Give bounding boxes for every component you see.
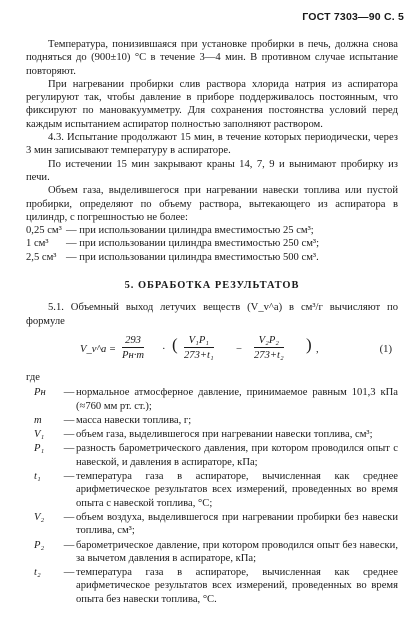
- definition-item: Pн — нормальное атмосферное давление, принимаемое равным 101,3 кПа (≈760 мм рт. ст.);: [26, 386, 398, 413]
- fraction-numerator: V₁P₁: [184, 335, 214, 348]
- volume-line: [26, 237, 398, 250]
- formula-open-paren: (: [172, 334, 178, 354]
- volume-value: 2,5 см³: [26, 251, 57, 263]
- definitions-list: [26, 386, 398, 606]
- volume-list: [26, 224, 398, 264]
- formula-lhs: V_v^a =: [80, 343, 117, 355]
- paragraph-4-3: 4.3. Испытание продолжают 15 мин, в течение которых периодически, через 3 мин записывают температуру в аспираторе.: [26, 132, 398, 157]
- formula-minus: −: [236, 343, 242, 355]
- formula-1: [26, 331, 398, 369]
- formula-fraction-2: [184, 335, 214, 362]
- definition-item: V₁ — объем газа, выделившегося при нагревании навески топлива, см³;: [26, 428, 398, 441]
- definition-item: t₁ — температура газа в аспираторе, вычисленная как среднее арифметическое результатов всех измерений, проведенных во время опыта с навеской топлива, °С;: [26, 470, 398, 510]
- page-header: ГОСТ 7303—90 С. 5: [302, 11, 404, 23]
- fraction-denominator: 273+t₂: [254, 349, 284, 361]
- definition-item: t₂ — температура газа в аспираторе, вычисленная как среднее арифметическое результатов всех измерений, проведенных во время опыта без навески топлива, °С.: [26, 566, 398, 606]
- section-title: 5. ОБРАБОТКА РЕЗУЛЬТАТОВ: [124, 280, 300, 292]
- definition-text: нормальное атмосферное давление, принимаемое равным 101,3 кПа (≈760 мм рт. ст.);: [76, 387, 398, 412]
- volume-text: — при использовании цилиндра вместимостью 25 см³;: [66, 225, 314, 237]
- paragraph-temperature: Температура, понизившаяся при установке пробирки в печь, должна снова подняться до (900±10) °С в течение 3—4 мин. В противном случае испытание повторяют.: [26, 39, 398, 77]
- definition-text: объем воздуха, выделившегося при нагревании пробирки без навески топлива, см³;: [76, 511, 398, 537]
- where-label: где: [26, 371, 40, 383]
- definition-symbol: V₂: [34, 511, 45, 523]
- definition-text: разность барометрического давления, при котором проводился опыт с навеской, и давления в аспираторе, кПа;: [76, 443, 398, 468]
- definition-symbol: Pн: [34, 387, 46, 399]
- definition-symbol: t₂: [34, 567, 41, 579]
- definition-item: m — масса навески топлива, г;: [26, 414, 398, 427]
- fraction-denominator: 273+t₁: [184, 349, 214, 361]
- paragraph-close-valves: По истечении 15 мин закрывают краны 14, 7, 9 и вынимают пробирку из печи.: [26, 158, 398, 183]
- definition-text: масса навески топлива, г;: [76, 414, 192, 426]
- volume-value: 1 см³: [26, 238, 49, 250]
- definition-item: P₁ — разность барометрического давления, при котором проводился опыт с навеской, и давления в аспираторе, кПа;: [26, 442, 398, 469]
- fraction-numerator: 293: [122, 335, 144, 348]
- definition-symbol: P₁: [34, 443, 45, 455]
- volume-text: — при использовании цилиндра вместимостью 250 см³;: [66, 238, 320, 250]
- formula-dot: ·: [162, 343, 166, 355]
- definition-text: барометрическое давление, при котором проводился опыт без навески, за вычетом давления в аспираторе, кПа;: [76, 539, 398, 564]
- definition-text: объем газа, выделившегося при нагревании навески топлива, см³;: [76, 429, 373, 441]
- page-body: [26, 38, 398, 607]
- paragraph-5-1: 5.1. Объемный выход летучих веществ (V_v^a) в см³/г вычисляют по формуле: [26, 302, 398, 327]
- formula-comma: ,: [316, 343, 319, 355]
- definition-symbol: t₁: [34, 471, 41, 483]
- paragraph-gas-volume: Объем газа, выделившегося при нагревании навески топлива или пустой пробирки, определяют по объему раствора, вытекающего из аспиратора в цилиндр, с погрешностью не более:: [26, 185, 398, 223]
- definition-item: P₂ — барометрическое давление, при котором проводился опыт без навески, за вычетом давления в аспираторе, кПа;: [26, 539, 398, 566]
- equation-number: (1): [379, 343, 392, 355]
- definition-symbol: P₂: [34, 539, 45, 551]
- definition-symbol: m: [34, 414, 42, 426]
- formula-fraction-1: [122, 335, 144, 362]
- definition-symbol: V₁: [34, 429, 45, 441]
- paragraph-pressure: При нагревании пробирки слив раствора хлорида натрия из аспиратора регулируют так, чтобы давление в приборе поддерживалось постоянным, что фиксируют по мановакуумметру. Для сохранения постоянства условий перед каждым испытанием аспиратор полностью заполняют раствором.: [26, 78, 398, 130]
- volume-line: [26, 251, 398, 264]
- volume-value: 0,25 см³: [26, 225, 62, 237]
- fraction-denominator: Pн·m: [122, 349, 145, 361]
- definition-text: температура газа в аспираторе, вычисленная как среднее арифметическое результатов всех измерений, проведенных во время опыта с навеской топлива, °С;: [76, 471, 398, 509]
- formula-close-paren: ): [306, 334, 312, 354]
- volume-line: [26, 224, 398, 237]
- fraction-numerator: V₂P₂: [254, 335, 284, 348]
- formula-fraction-3: [254, 335, 284, 362]
- definition-item: V₂ — объем воздуха, выделившегося при нагревании пробирки без навески топлива, см³;: [26, 511, 398, 538]
- definition-text: температура газа в аспираторе, вычисленная как среднее арифметическое результатов всех измерений, проведенных во время опыта без навески топлива, °С.: [76, 567, 398, 605]
- volume-text: — при использовании цилиндра вместимостью 500 см³.: [66, 251, 319, 263]
